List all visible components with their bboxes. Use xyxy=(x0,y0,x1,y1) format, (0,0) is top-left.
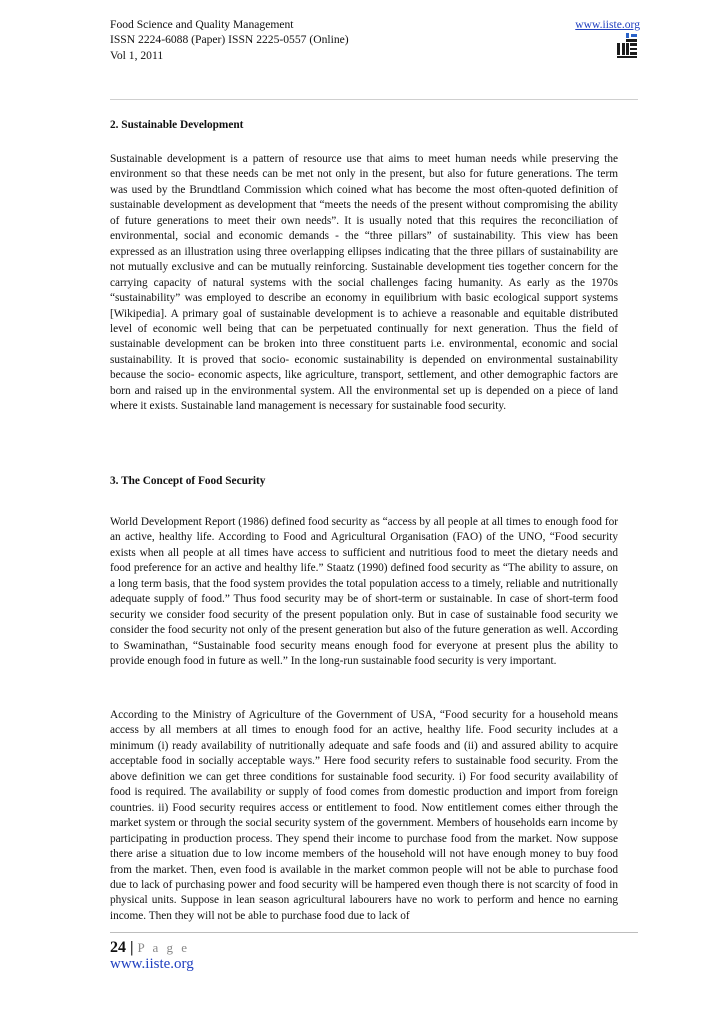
paragraph-usa-ministry-definition: According to the Ministry of Agriculture of the Government of USA, “Food security for a household means access by all members at all times to enough food for an active, healthy life. Food security includes at a minimum (i) ready availability of nutritionally adequate and safe foods and (ii) and assured ability to acquire acceptable food in socially acceptable ways.” Here food security refers to sustainable food security. From the above definition we can get three conditions for sustainable food security. i) For food security availability of food is required. The availability or supply of food comes from domestic production and import from foreign countries. ii) Food security requires access or entitlement to food. Now entitlement comes either through the market system or through the social security system of the government. Members of households earn income by participating in production process. They spend their income to purchase food from the market. Now suppose there arise a situation due to low income members of the household will not have enough money to buy food from the market. Then, even food is available in the market common people will not be able to purchase food due to lack of purchasing power and food security will be hampered even though there is not scarcity of food in physical units. Suppose in lean season agricultural labourers have no work to perform and hence no earning income. Then they will not be able to purchase food due to lack of xyxy=(110,709,618,922)
header-divider xyxy=(110,99,638,100)
header-url-link[interactable]: www.iiste.org xyxy=(575,18,640,31)
paragraph-food-security-definitions: World Development Report (1986) defined food security as “access by all people at all times to enough food for an active, healthy life. According to Food and Agricultural Organisation (FAO) of the UNO, “Food security exists when all people at all times have access to sufficient and nutritious food to meet the dietary needs and food preference for an active and healthy life.” Staatz (1990) defined food security as “The ability to assure, on a long term basis, that the food system provides the total population access to a timely, reliable and nutritionally adequate supply of food.” Thus food security may be of short-term or sustainable. In case of short-term food security we consider food security of the present population only. But in case of sustainable food security we consider the food security not only of the present generation but also of the future generation as well. According to Swaminathan, “Sustainable food security means enough food for everyone at present plus the ability to provide enough food in future as well.” In the long-run sustainable food security is very important. xyxy=(110,516,618,668)
iiste-logo-icon xyxy=(616,33,638,61)
page-word: P a g e xyxy=(137,940,190,955)
page-number-block xyxy=(110,939,190,957)
volume-line: Vol 1, 2011 xyxy=(110,48,164,62)
page-header xyxy=(110,17,640,63)
page-number: 24 xyxy=(110,939,126,956)
journal-title: Food Science and Quality Management xyxy=(110,18,294,31)
section-title-sustainable-development: 2. Sustainable Development xyxy=(110,119,244,131)
issn-line: ISSN 2224-6088 (Paper) ISSN 2225-0557 (Online) xyxy=(110,33,349,47)
paragraph-sustainable-development: Sustainable development is a pattern of resource use that aims to meet human needs while preserving the environment so that these needs can be met not only in the present, but also for future generations. The term was used by the Brundtland Commission which coined what has become the most often-quoted definition of sustainable development as development that “meets the needs of the present without compromising the ability of future generations to meet their own needs”. It is usually noted that this requires the reconciliation of environmental, social and economic demands - the “three pillars” of sustainability. This view has been expressed as an illustration using three overlapping ellipses indicating that the three pillars of sustainability are not mutually exclusive and can be mutually reinforcing. Sustainable development ties together concern for the carrying capacity of natural systems with the social challenges facing humanity. As early as the 1970s “sustainability” was employed to describe an economy in equilibrium with basic ecological support systems [Wikipedia]. A primary goal of sustainable development is to achieve a reasonable and equitable distributed level of economic well being that can be perpetuated continually for next generation. Thus the field of sustainable development can be broken into three constituent parts i.e. environmental, economic and social sustainability. It is proved that socio- economic sustainability is depended on environmental sustainability because the socio- economic aspects, like agriculture, transport, settlement, and other demographic factors are born and raised up in the environmental system. All the environmental set up is depended on a piece of land where it exists. Sustainable land management is necessary for sustainable food security. xyxy=(110,153,618,413)
footer-divider xyxy=(110,932,638,933)
section-title-food-security: 3. The Concept of Food Security xyxy=(110,475,266,487)
footer-url-link[interactable]: www.iiste.org xyxy=(110,956,194,972)
page-separator: | xyxy=(126,939,138,956)
